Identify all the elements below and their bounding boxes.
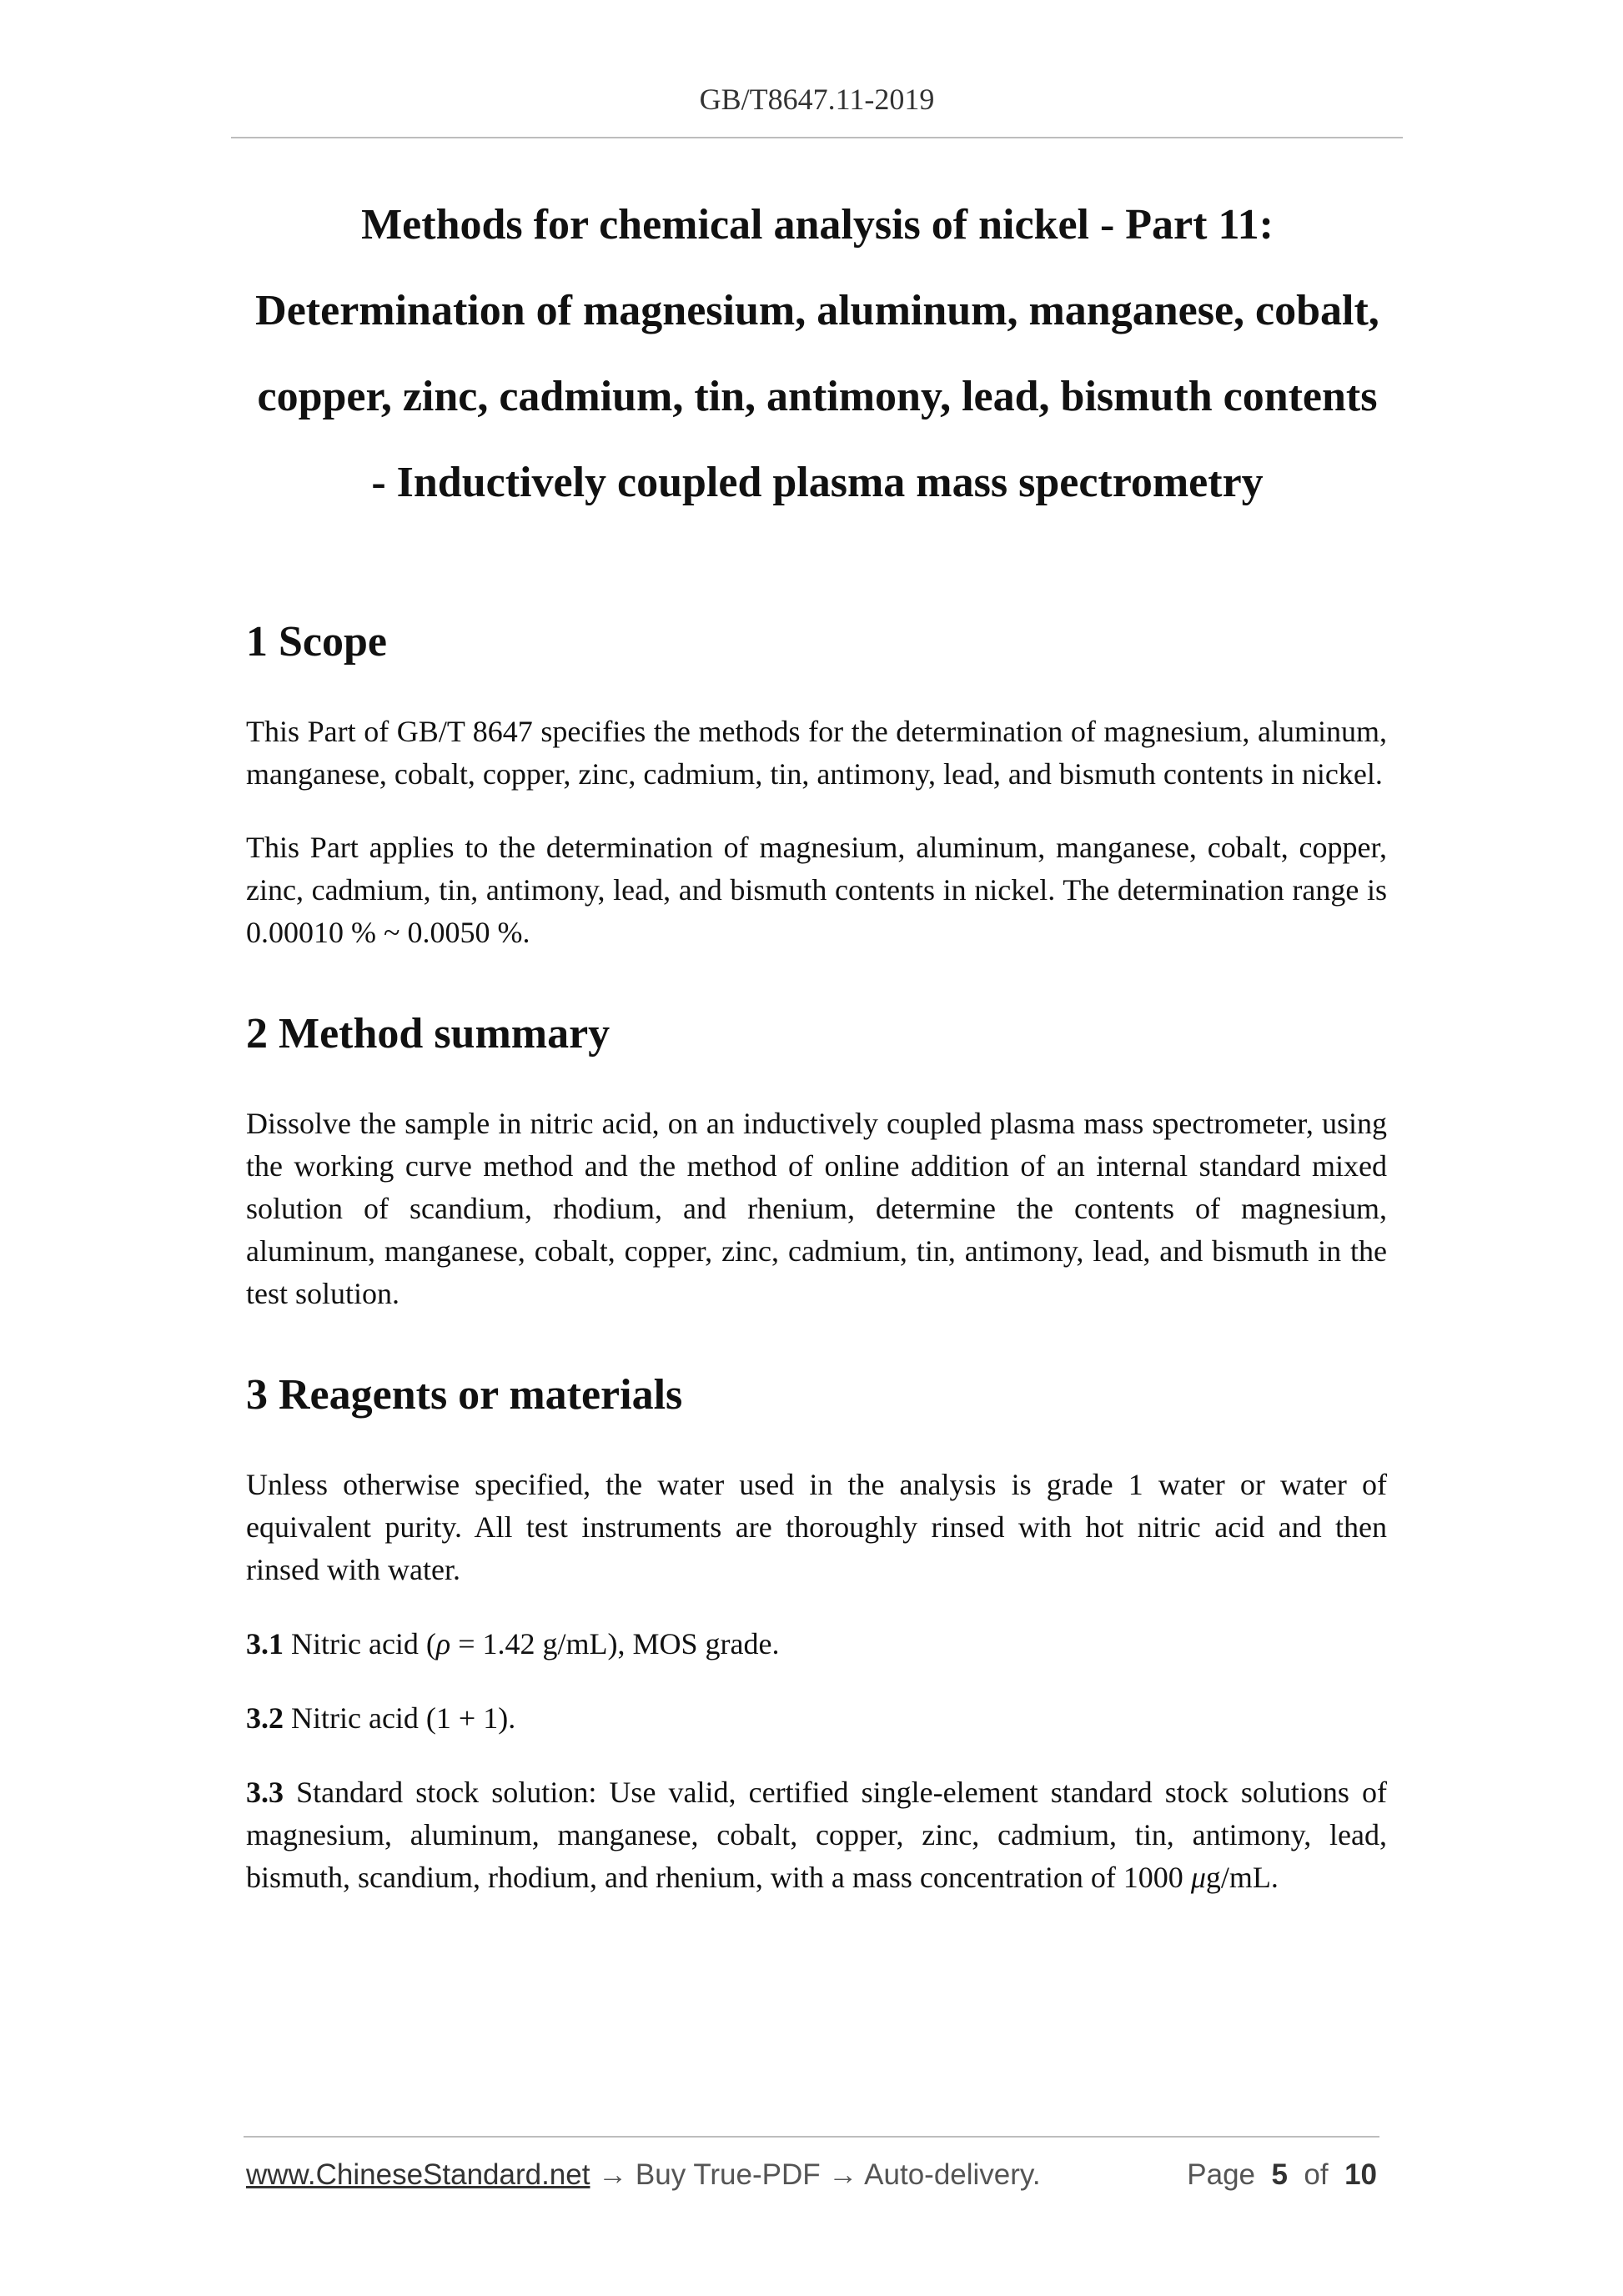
rho-symbol: ρ [435, 1627, 451, 1660]
summary-paragraph-1: Dissolve the sample in nitric acid, on an inductively coupled plasma mass spectrometer, using the working curve method and the method of online addition of an internal standard mixed solution of scandium, rhodium, and rhenium, determine the contents of magnesium, aluminum, manganese, cobalt, copper, zinc, cadmium, tin, antimony, lead, and bismuth in the test solution. [246, 1107, 1387, 1310]
footer-divider [244, 2136, 1379, 2138]
title-line-4: - Inductively coupled plasma mass spectrometry [371, 459, 1264, 506]
reagents-paragraph-1: Unless otherwise specified, the water used in the analysis is grade 1 water or water of equivalent purity. All test instruments are thoroughly rinsed with hot nitric acid and then rinsed with water. [246, 1468, 1387, 1586]
scope-paragraph-1: This Part of GB/T 8647 specifies the methods for the determination of magnesium, aluminum, manganese, cobalt, copper, zinc, cadmium, tin, antimony, lead, and bismuth contents in nickel. [246, 715, 1387, 791]
reagent-item-3-3 [246, 1771, 1387, 1899]
item-text: = 1.42 g/mL), MOS grade. [450, 1627, 780, 1660]
reagent-item-3-1 [246, 1623, 1387, 1665]
header-divider [231, 137, 1403, 138]
title-line-1: Methods for chemical analysis of nickel - Part 11: [361, 201, 1274, 249]
mu-symbol: μ [1190, 1861, 1206, 1894]
item-text: Nitric acid ( [284, 1627, 436, 1660]
document-body [246, 609, 1387, 1899]
title-line-2: Determination of magnesium, aluminum, manganese, cobalt, [255, 287, 1379, 334]
section-heading-method-summary: 2 Method summary [246, 1010, 611, 1058]
document-code-header: GB/T8647.11-2019 [699, 83, 935, 116]
section-heading-scope: 1 Scope [246, 618, 387, 666]
chinesestandard-link[interactable]: www.ChineseStandard.net [246, 2158, 590, 2191]
item-number: 3.2 [246, 1701, 284, 1735]
page-total: 10 [1344, 2158, 1377, 2191]
page-current: 5 [1271, 2158, 1288, 2191]
item-text: Standard stock solution: Use valid, certified single-element standard stock solutions of magnesium, aluminum, manganese, cobalt, copper, zinc, cadmium, tin, antimony, lead, bismuth, scandium, rhodium, and rhenium, with a mass concentration of 1000 [246, 1776, 1387, 1894]
title-line-3: copper, zinc, cadmium, tin, antimony, lead, bismuth contents [257, 373, 1378, 420]
footer-promo-text: → Buy True-PDF → Auto-delivery. [590, 2158, 1041, 2191]
page-indicator [1187, 2158, 1377, 2192]
page-of-label: of [1304, 2158, 1329, 2191]
item-text: g/mL. [1205, 1861, 1279, 1894]
section-heading-reagents: 3 Reagents or materials [246, 1371, 683, 1419]
item-text: Nitric acid (1 + 1). [284, 1701, 516, 1735]
item-number: 3.1 [246, 1627, 284, 1660]
footer-promo [246, 2158, 1041, 2192]
page-footer [246, 2158, 1377, 2192]
scope-paragraph-2: This Part applies to the determination of magnesium, aluminum, manganese, cobalt, copper, zinc, cadmium, tin, antimony, lead, and bismuth contents in nickel. The determination range is 0.00010 % ~ 0.0050 %. [246, 831, 1387, 949]
page-label: Page [1187, 2158, 1256, 2191]
document-title [217, 182, 1418, 525]
reagent-item-3-2 [246, 1697, 1387, 1740]
item-number: 3.3 [246, 1776, 284, 1809]
